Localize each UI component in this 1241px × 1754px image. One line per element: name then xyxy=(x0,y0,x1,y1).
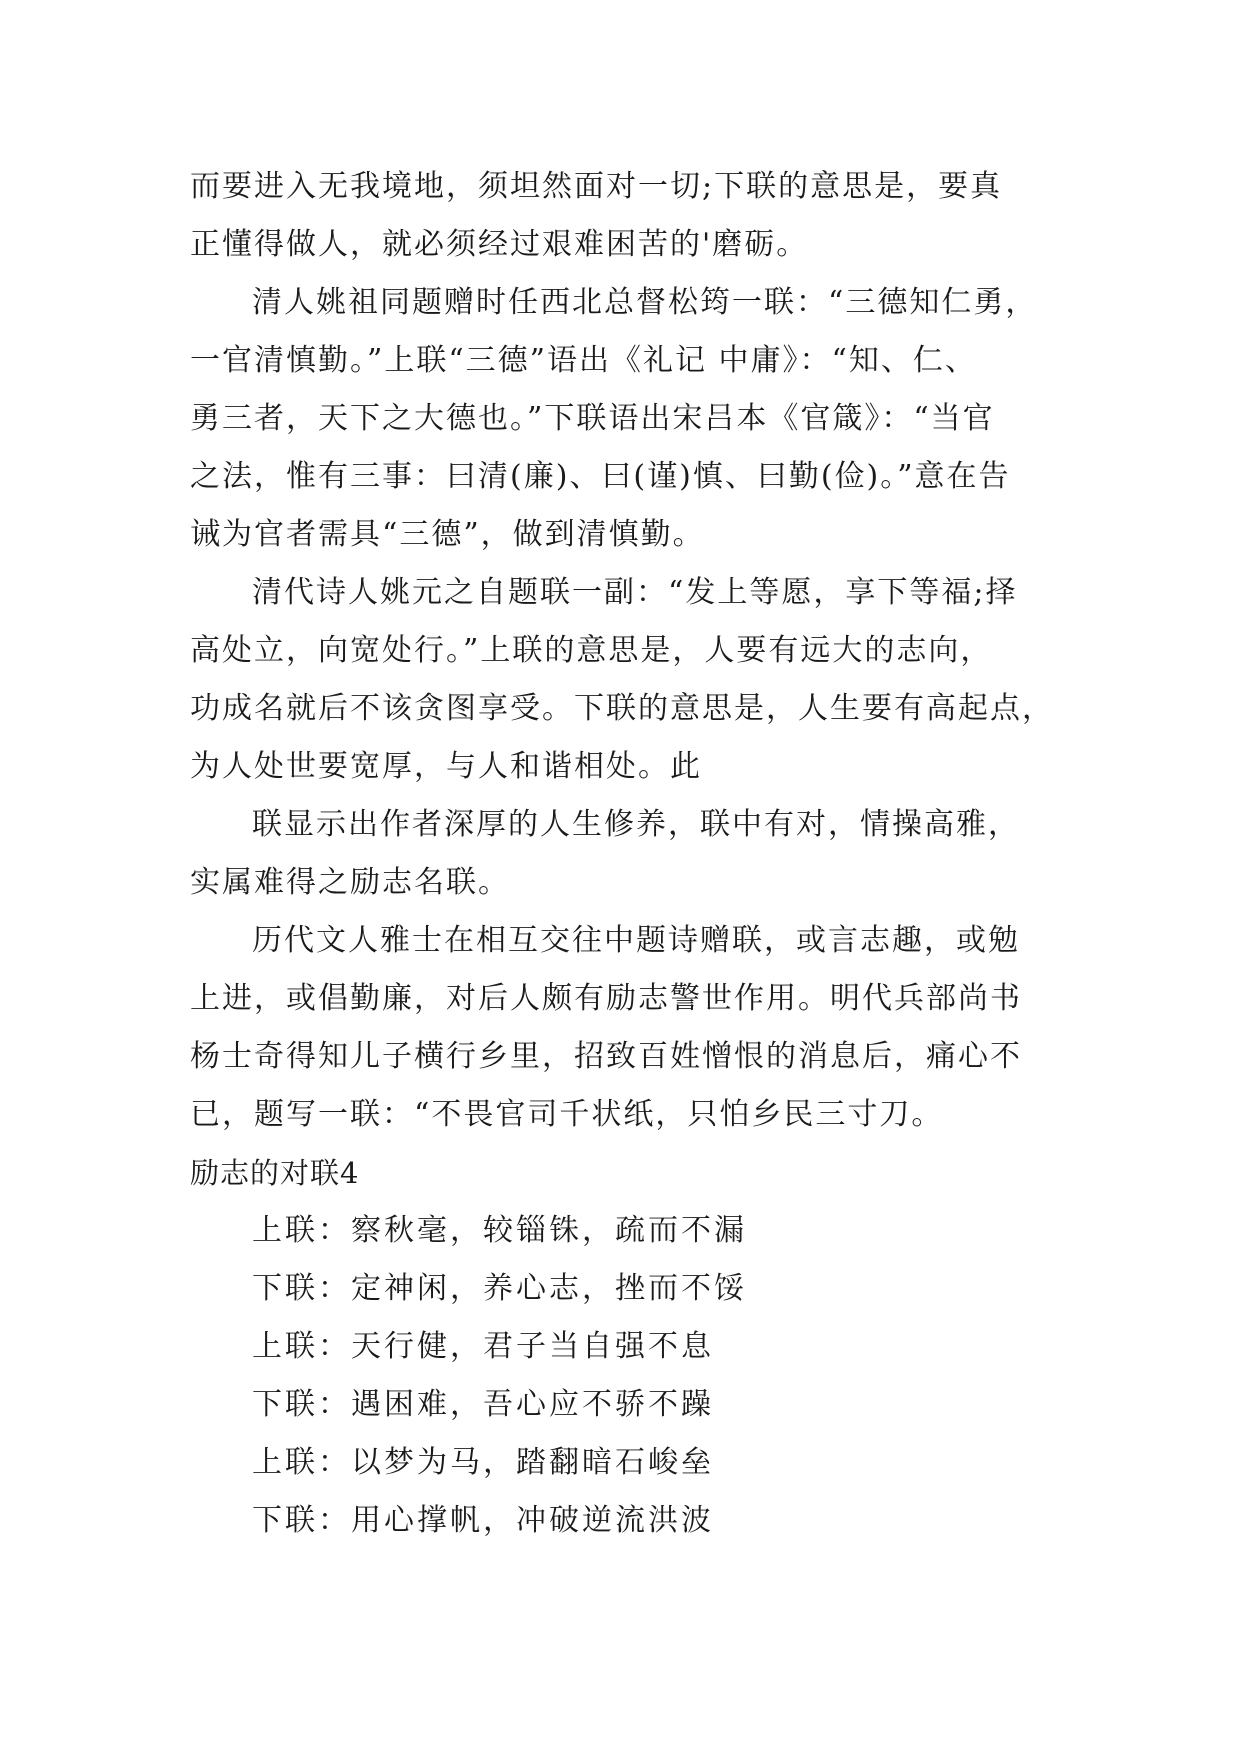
text-line: 杨士奇得知儿子横行乡里，招致百姓憎恨的消息后，痛心不 xyxy=(190,1039,1022,1074)
text-line: 为人处世要宽厚，与人和谐相处。此 xyxy=(190,749,702,784)
text-line: 上进，或倡勤廉，对后人颇有励志警世作用。明代兵部尚书 xyxy=(190,981,1022,1016)
paragraph xyxy=(190,912,1070,1144)
couplet-line: 上联：天行健，君子当自强不息 xyxy=(252,1329,714,1364)
section-heading: 励志的对联4 xyxy=(190,1156,360,1190)
paragraph xyxy=(190,564,1070,796)
couplet-list xyxy=(190,1202,1070,1550)
couplet-line: 上联：察秋毫，较锱铢，疏而不漏 xyxy=(252,1213,747,1248)
text-line: 正懂得做人，就必须经过艰难困苦的'磨砺。 xyxy=(190,227,809,262)
text-line: 诫为官者需具“三德”，做到清慎勤。 xyxy=(190,517,705,552)
document-body xyxy=(190,158,1070,1550)
text-line: 而要进入无我境地，须坦然面对一切;下联的意思是，要真 xyxy=(190,169,1003,204)
text-line: 之法，惟有三事：曰清(廉)、曰(谨)慎、曰勤(俭)。”意在告 xyxy=(190,459,1011,494)
couplet-line: 下联：遇困难，吾心应不骄不躁 xyxy=(252,1387,714,1422)
paragraph xyxy=(190,796,1070,912)
couplet-line: 下联：用心撑帆，冲破逆流洪波 xyxy=(252,1503,714,1538)
couplet-line: 下联：定神闲，养心志，挫而不馁 xyxy=(252,1271,747,1306)
text-line: 联显示出作者深厚的人生修养，联中有对，情操高雅， xyxy=(252,807,1020,842)
text-line: 清人姚祖同题赠时任西北总督松筠一联：“三德知仁勇， xyxy=(252,285,1038,320)
text-line: 清代诗人姚元之自题联一副：“发上等愿，享下等福;择 xyxy=(252,575,1018,610)
text-line: 实属难得之励志名联。 xyxy=(190,865,510,900)
paragraph xyxy=(190,158,1070,274)
text-line: 功成名就后不该贪图享受。下联的意思是，人生要有高起点， xyxy=(190,691,1054,726)
text-line: 勇三者，天下之大德也。”下联语出宋吕本《官箴》：“当官 xyxy=(190,401,995,436)
text-line: 历代文人雅士在相互交往中题诗赠联，或言志趣，或勉 xyxy=(252,923,1020,958)
text-line: 高处立，向宽处行。”上联的意思是，人要有远大的志向， xyxy=(190,633,993,668)
text-line: 一官清慎勤。”上联“三德”语出《礼记 中庸》：“知、仁、 xyxy=(190,343,977,378)
text-line: 已，题写一联：“不畏官司千状纸，只怕乡民三寸刀。 xyxy=(190,1097,944,1132)
paragraph xyxy=(190,274,1070,564)
couplet-line: 上联：以梦为马，踏翻暗石峻垒 xyxy=(252,1445,714,1480)
